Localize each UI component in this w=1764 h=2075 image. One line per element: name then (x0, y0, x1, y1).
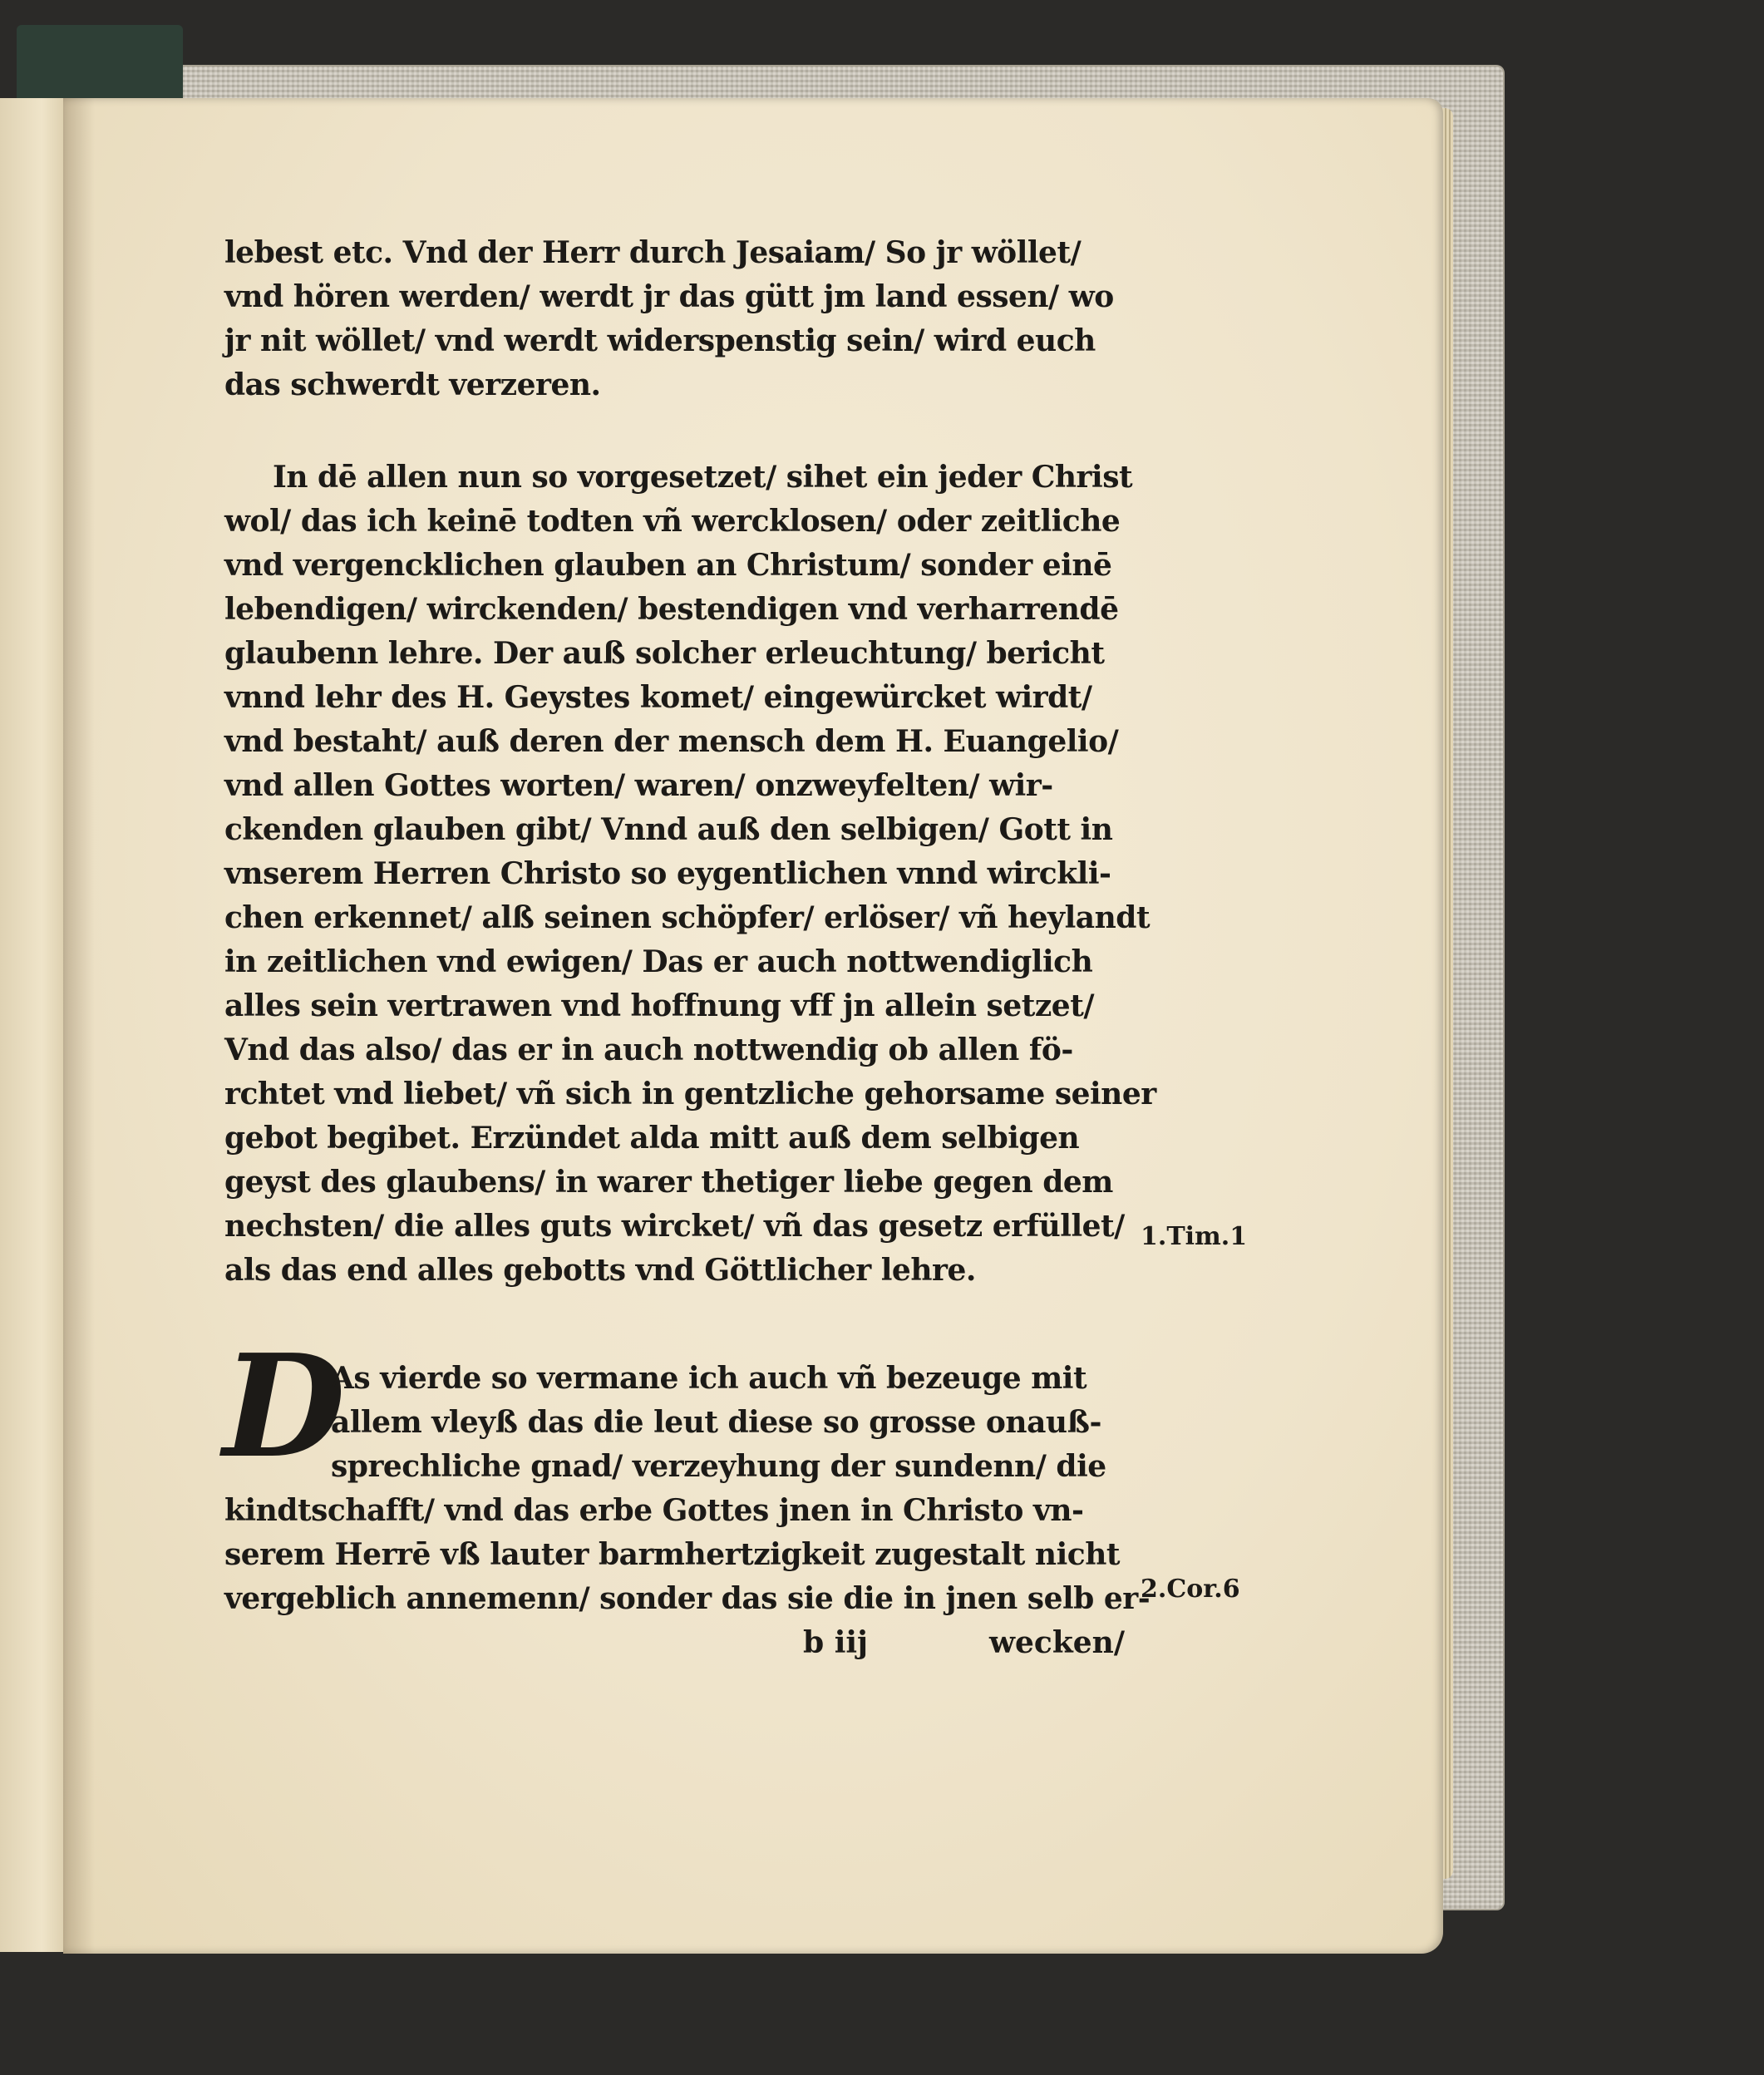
text-line: jr nit wöllet/ vnd werdt widerspenstig sein/ wird euch (224, 323, 1096, 358)
text-line: In dē allen nun so vorgesetzet/ sihet ein jeder Christ (273, 460, 1133, 495)
text-line: allem vleyß das die leut diese so grosse onauß- (331, 1405, 1101, 1440)
text-line: gebot begibet. Erzündet alda mitt auß dem selbigen (224, 1121, 1080, 1156)
text-line: sprechliche gnad/ verzeyhung der sundenn/ die (331, 1449, 1106, 1484)
signature-mark: b iij (803, 1625, 869, 1660)
decorated-initial: D (223, 1323, 346, 1490)
text-line: alles sein vertrawen vnd hoffnung vff jn allein setzet/ (224, 988, 1094, 1023)
paragraph-1 (224, 231, 1114, 407)
text-line: in zeitlichen vnd ewigen/ Das er auch nottwendiglich (224, 944, 1093, 979)
text-line: Vnd das also/ das er in auch nottwendig ob allen fö- (224, 1033, 1073, 1067)
text-line: As vierde so vermane ich auch vñ bezeuge mit (331, 1361, 1087, 1396)
marginal-note: 2.Cor.6 (1141, 1575, 1240, 1604)
verso-page-edge (0, 98, 70, 1952)
paragraph-3 (224, 1357, 1150, 1621)
catchword: wecken/ (989, 1625, 1125, 1660)
text-line: glaubenn lehre. Der auß solcher erleuchtung/ bericht (224, 636, 1105, 671)
text-line: vnserem Herren Christo so eygentlichen vnnd wirckli- (224, 856, 1111, 891)
text-line: kindtschafft/ vnd das erbe Gottes jnen in Christo vn- (224, 1493, 1084, 1528)
text-line: vnd allen Gottes worten/ waren/ onzweyfelten/ wir- (224, 768, 1053, 803)
text-line: nechsten/ die alles guts wircket/ vñ das gesetz erfüllet/ (224, 1209, 1125, 1244)
text-line: ckenden glauben gibt/ Vnnd auß den selbigen/ Gott in (224, 812, 1113, 847)
text-line: wol/ das ich keinē todten vñ wercklosen/ oder zeitliche (224, 504, 1121, 539)
marginal-note: 1.Tim.1 (1141, 1222, 1248, 1251)
text-line: chen erkennet/ alß seinen schöpfer/ erlöser/ vñ heylandt (224, 900, 1151, 935)
text-line: als das end alles gebotts vnd Göttlicher lehre. (224, 1253, 976, 1288)
text-line: geyst des glaubens/ in warer thetiger liebe gegen dem (224, 1165, 1113, 1200)
text-line: serem Herrē vß lauter barmhertzigkeit zugestalt nicht (224, 1537, 1121, 1572)
text-line: vnd vergencklichen glauben an Christum/ sonder einē (224, 548, 1112, 583)
page-gutter-shadow (63, 98, 95, 1954)
text-line: vnnd lehr des H. Geystes komet/ eingewürcket wirdt/ (224, 680, 1092, 715)
text-line: rchtet vnd liebet/ vñ sich in gentzliche gehorsame seiner (224, 1077, 1156, 1111)
text-line: das schwerdt verzeren. (224, 367, 601, 402)
text-line: lebendigen/ wirckenden/ bestendigen vnd verharrendē (224, 592, 1119, 627)
text-line: vnd bestaht/ auß deren der mensch dem H. Euangelio/ (224, 724, 1119, 759)
text-line: vnd hören werden/ werdt jr das gütt jm land essen/ wo (224, 279, 1114, 314)
text-line: vergeblich annemenn/ sonder das sie die in jnen selb er- (224, 1581, 1151, 1616)
text-line: lebest etc. Vnd der Herr durch Jesaiam/ So jr wöllet/ (224, 235, 1082, 270)
paragraph-2 (224, 456, 1156, 1293)
